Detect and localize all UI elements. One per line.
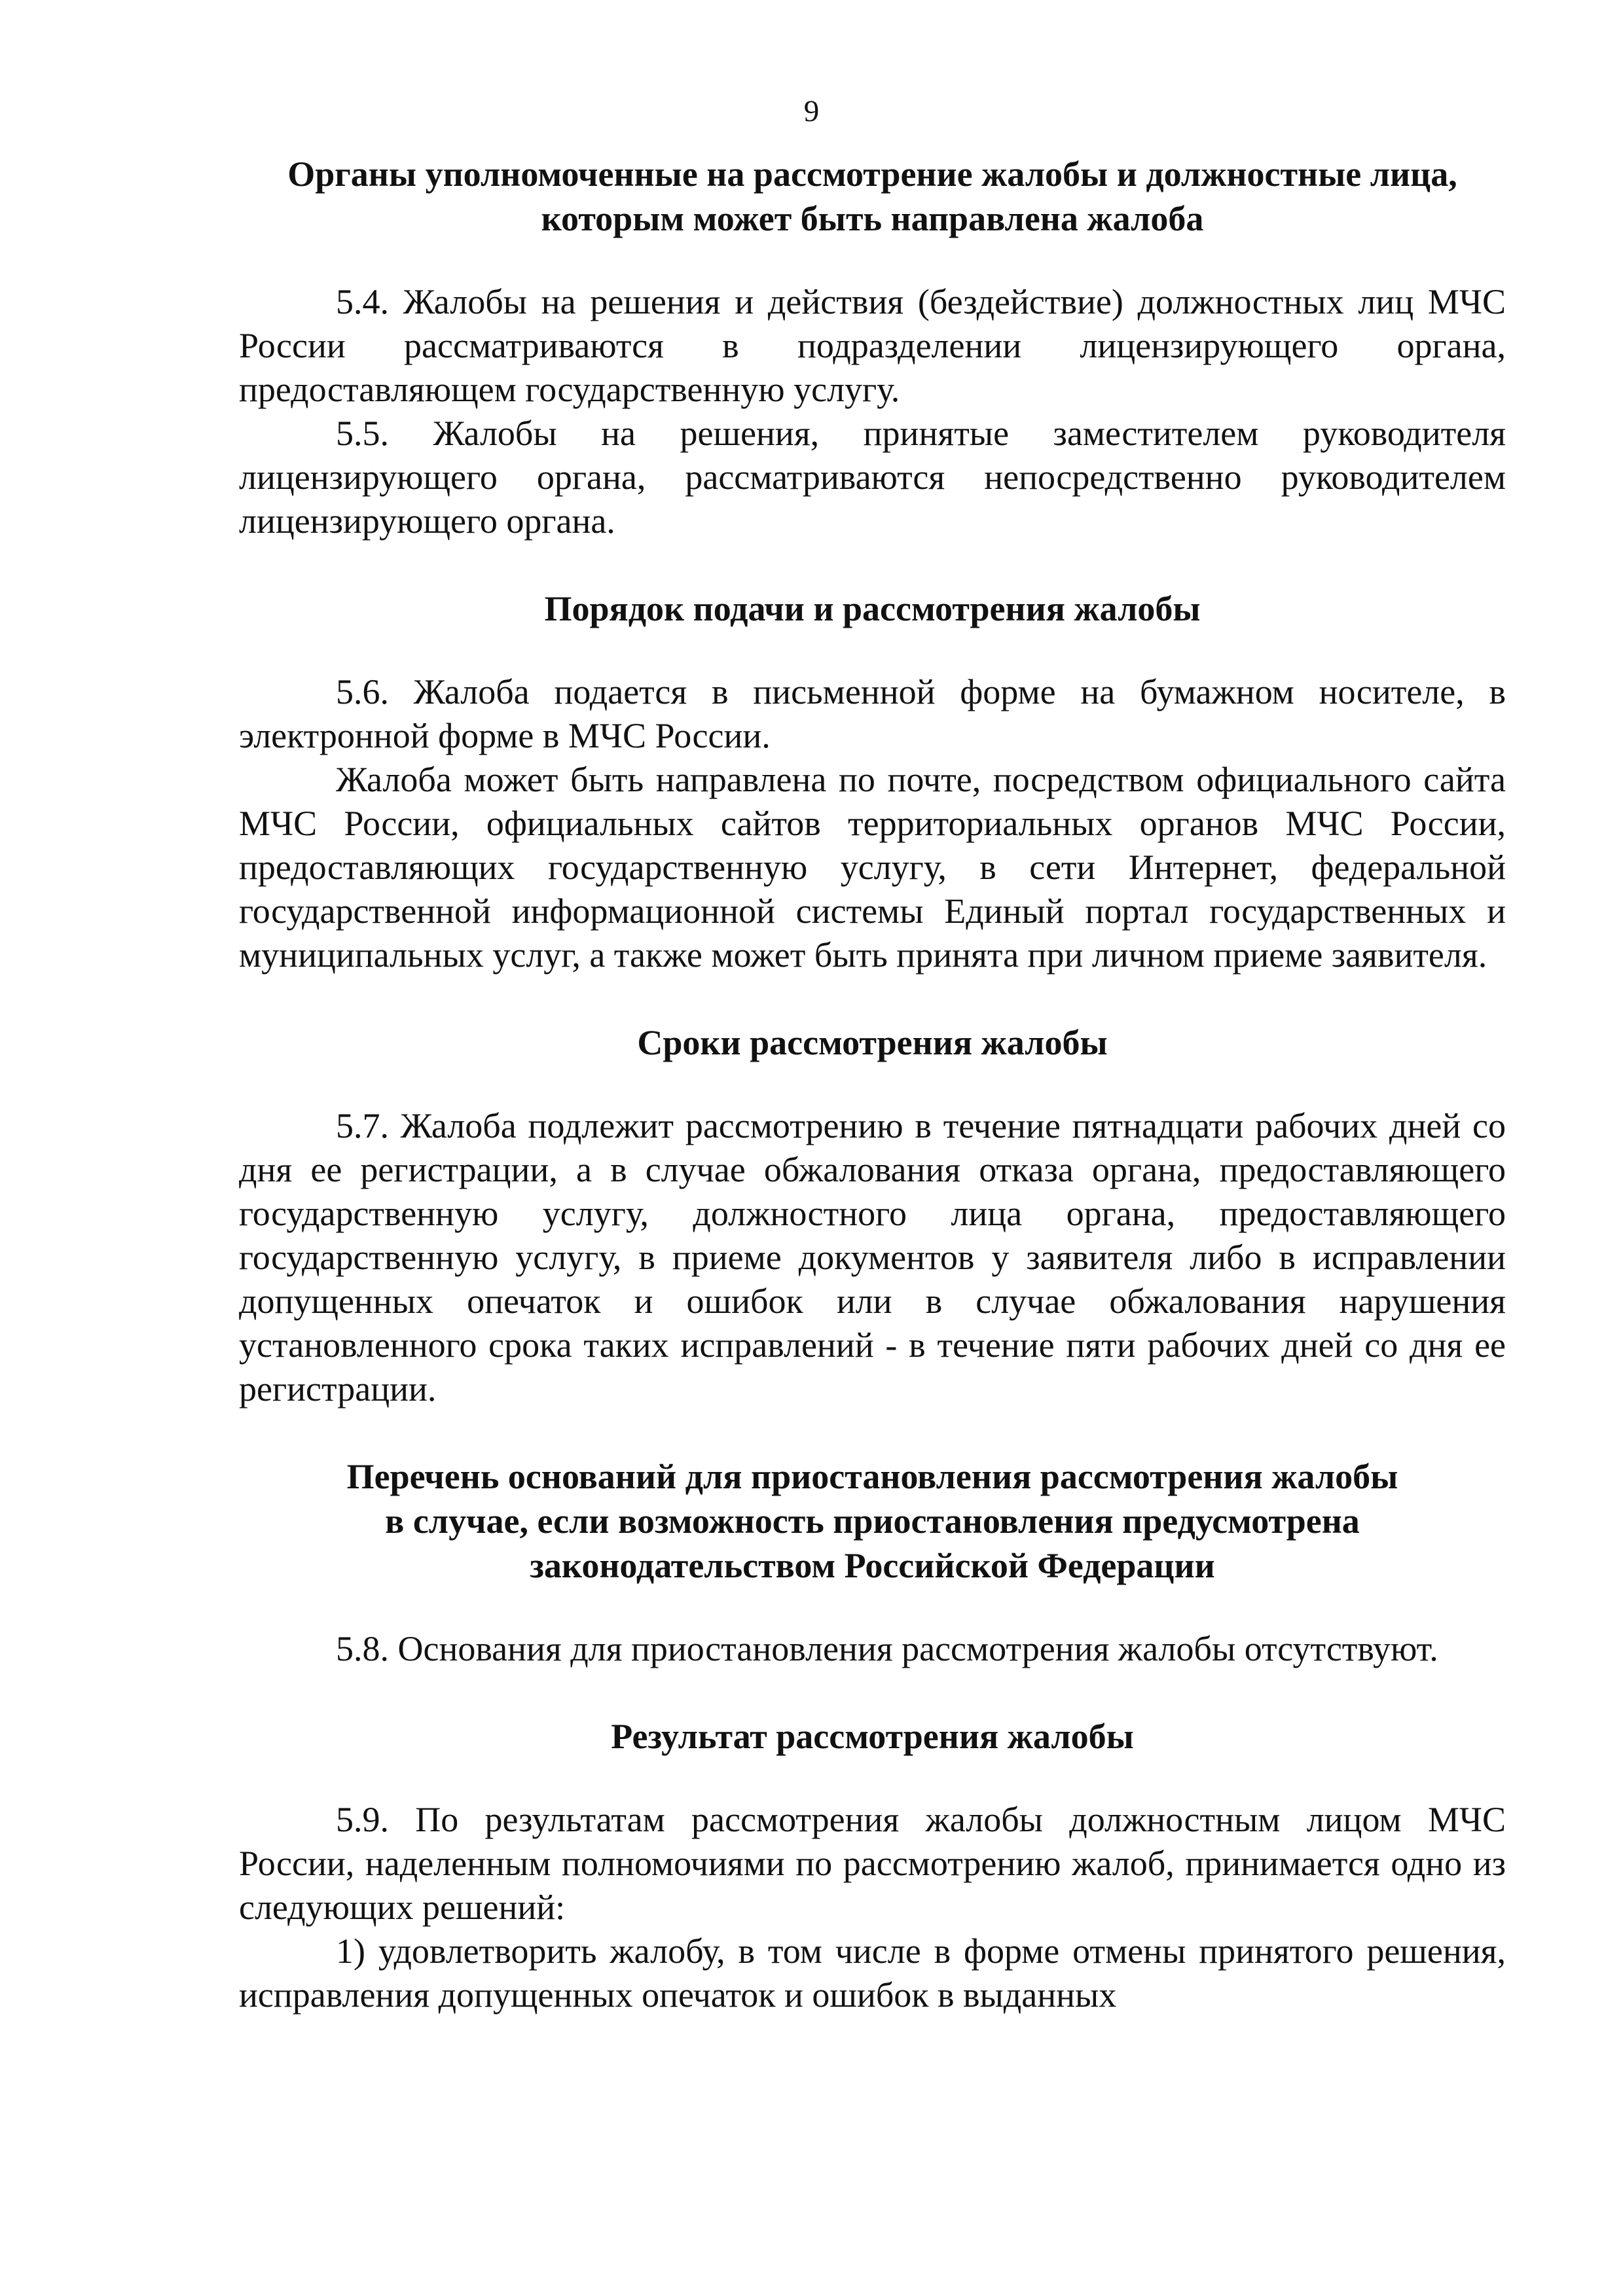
heading-line: Органы уполномоченные на рассмотрение жалобы и должностные лица,: [287, 154, 1457, 194]
section-heading-review-terms: [239, 1020, 1506, 1065]
page-number: 9: [803, 94, 820, 128]
heading-line: которым может быть направлена жалоба: [541, 199, 1204, 238]
section-heading-review-result: [239, 1714, 1506, 1759]
paragraph-5-8: 5.8. Основания для приостановления рассмотрения жалобы отсутствуют.: [336, 1629, 1438, 1668]
heading-line: Перечень оснований для приостановления рассмотрения жалобы: [346, 1457, 1398, 1496]
section-heading-complaint-authorities: [239, 152, 1506, 241]
paragraph-decision-1: 1) удовлетворить жалобу, в том числе в форме отмены принятого решения, исправления допущенных опечаток и ошибок в выданных: [239, 1931, 1506, 2015]
paragraph-5-6: 5.6. Жалоба подается в письменной форме на бумажном носителе, в электронной форме в МЧС России.: [239, 672, 1506, 755]
heading-line: в случае, если возможность приостановления предусмотрена: [385, 1501, 1360, 1541]
paragraph-5-5: 5.5. Жалобы на решения, принятые заместителем руководителя лицензирующего органа, рассматриваются непосредственно руководителем лицензирующего органа.: [239, 414, 1506, 541]
paragraph-5-9: 5.9. По результатам рассмотрения жалобы должностным лицом МЧС России, наделенным полномочиями по рассмотрению жалоб, принимается одно из следующих решений:: [239, 1800, 1506, 1927]
heading-line: законодательством Российской Федерации: [530, 1546, 1215, 1585]
document-body: [239, 152, 1506, 2017]
section-heading-suspension-grounds: [239, 1454, 1506, 1588]
section-heading-filing-procedure: [239, 586, 1506, 631]
heading-line: Результат рассмотрения жалобы: [611, 1717, 1134, 1756]
heading-line: Порядок подачи и рассмотрения жалобы: [544, 589, 1201, 628]
heading-line: Сроки рассмотрения жалобы: [637, 1023, 1108, 1062]
paragraph-5-4: 5.4. Жалобы на решения и действия (бездействие) должностных лиц МЧС России рассматриваются в подразделении лицензирующего органа, предоставляющем государственную услугу.: [239, 282, 1506, 409]
paragraph-submission-channels: Жалоба может быть направлена по почте, посредством официального сайта МЧС России, официальных сайтов территориальных органов МЧС России, предоставляющих государственную услугу, в сети Интернет, федеральной государственной информационной системы Единый портал государственных и муниципальных услуг, а также может быть принята при личном приеме заявителя.: [239, 760, 1506, 975]
paragraph-5-7: 5.7. Жалоба подлежит рассмотрению в течение пятнадцати рабочих дней со дня ее регистрации, а в случае обжалования отказа органа, предоставляющего государственную услугу, должностного лица органа, предоставляющего государственную услугу, в приеме документов у заявителя либо в исправлении допущенных опечаток и ошибок или в случае обжалования нарушения установленного срока таких исправлений - в течение пяти рабочих дней со дня ее регистрации.: [239, 1106, 1506, 1408]
